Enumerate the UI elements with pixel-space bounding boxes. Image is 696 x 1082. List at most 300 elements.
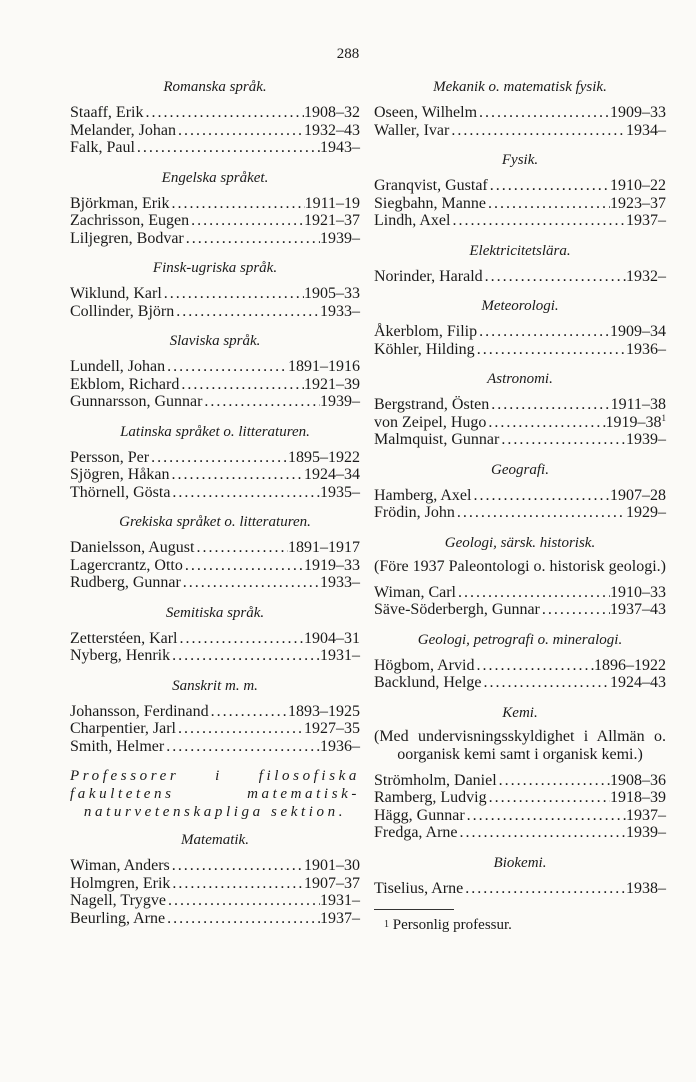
leader-dots	[488, 177, 610, 195]
entry-row	[70, 574, 360, 592]
entry-years-text: 1931–	[320, 647, 360, 664]
entry-years-text: 1919–38	[605, 413, 662, 431]
entry-row	[70, 557, 360, 575]
entry-years-text: 1937–	[626, 212, 666, 229]
entry-years-text: 1918–39	[610, 789, 666, 806]
section-heading: Latinska språket o. litteraturen.	[120, 423, 310, 440]
entry-row	[374, 414, 666, 432]
entry-years	[611, 396, 666, 414]
entry-years-text: 1936–	[320, 737, 360, 755]
entry-name: Säve-Söderbergh, Gunnar	[374, 601, 540, 618]
entry-years-text: 1933–	[320, 302, 360, 320]
entry-years	[626, 807, 666, 825]
entry-years	[320, 647, 360, 665]
entry-years-text: 1919–33	[304, 556, 360, 574]
footnote-rule	[374, 909, 454, 910]
entry-years	[626, 122, 666, 140]
section-heading: Geologi, petrografi o. mineralogi.	[417, 631, 623, 648]
entry-years	[610, 674, 666, 692]
entry-row	[70, 393, 360, 411]
entry-years	[626, 880, 666, 898]
leader-dots	[170, 484, 320, 502]
entry-years	[288, 449, 360, 467]
entry-years	[320, 574, 360, 592]
entry-years	[304, 212, 360, 230]
entry-name: Malmquist, Gunnar	[374, 431, 500, 448]
entry-years	[610, 584, 666, 602]
entry-name: Fredga, Arne	[374, 824, 458, 841]
section-heading: Semitiska språk.	[165, 604, 265, 621]
leader-dots	[135, 139, 320, 157]
entry-row	[374, 177, 666, 195]
entry-years-text: 1893–1925	[288, 702, 360, 720]
entry-years	[610, 195, 666, 213]
leader-dots	[189, 212, 304, 230]
section-heading: Sanskrit m. m.	[172, 677, 258, 694]
entry-years	[610, 487, 666, 505]
entry-list	[70, 104, 360, 157]
entry-row	[374, 341, 666, 359]
entry-years	[610, 323, 666, 341]
entry-name: Collinder, Björn	[70, 302, 175, 320]
section	[374, 242, 666, 286]
leader-dots	[449, 122, 626, 140]
entry-years-text: 1904–31	[304, 629, 360, 647]
entry-years	[594, 657, 666, 675]
leader-dots	[170, 195, 305, 213]
leader-dots	[455, 504, 626, 522]
entry-years-text: 1939–	[626, 824, 666, 841]
entry-row	[374, 268, 666, 286]
leader-dots	[463, 880, 626, 898]
entry-years-text: 1921–39	[304, 375, 360, 393]
entry-name: Oseen, Wilhelm	[374, 104, 478, 121]
entry-name: Ekblom, Richard	[70, 375, 180, 393]
entry-list	[374, 880, 666, 898]
leader-dots	[499, 431, 626, 449]
entry-years-text: 1907–37	[304, 874, 360, 892]
entry-name: Wiklund, Karl	[70, 285, 162, 302]
entry-list	[374, 772, 666, 842]
section	[70, 169, 360, 248]
entry-years	[610, 104, 666, 122]
entry-name: Hamberg, Axel	[374, 486, 472, 504]
entry-years-text: 1908–36	[610, 771, 666, 789]
leader-dots	[489, 396, 610, 414]
entry-name: Holmgren, Erik	[70, 874, 171, 892]
entry-years-text: 1909–33	[610, 104, 666, 121]
entry-years	[320, 393, 360, 411]
entry-years-text: 1936–	[626, 340, 666, 358]
section-note: (Före 1937 Paleontologi o. historisk geologi.)	[374, 557, 666, 575]
entry-years-text: 1924–34	[304, 466, 360, 483]
entry-row	[374, 657, 666, 675]
entry-years-text: 1931–	[320, 892, 360, 909]
entry-years-text: 1938–	[626, 879, 666, 897]
entry-row	[374, 504, 666, 522]
entry-name: Smith, Helmer	[70, 737, 165, 755]
leader-dots	[178, 630, 305, 648]
section	[374, 370, 666, 449]
entry-years	[626, 341, 666, 359]
leader-dots	[143, 104, 304, 122]
entry-name: Frödin, John	[374, 504, 455, 521]
entry-name: Nagell, Trygve	[70, 892, 166, 909]
entry-list	[374, 584, 666, 619]
entry-years-text: 1939–	[320, 229, 360, 247]
entry-name: Rudberg, Gunnar	[70, 574, 181, 591]
section-heading: Biokemi.	[493, 854, 547, 871]
section-heading: Astronomi.	[487, 371, 553, 387]
entry-row	[70, 857, 360, 875]
entry-years	[626, 212, 666, 230]
entry-list	[374, 268, 666, 286]
entry-list	[374, 657, 666, 692]
entry-years-text: 1937–43	[610, 601, 666, 618]
entry-years-text: 1911–19	[304, 194, 360, 212]
section	[374, 78, 666, 139]
leader-dots	[179, 376, 304, 394]
entry-years-text: 1933–	[320, 574, 360, 591]
leader-dots	[465, 807, 626, 825]
section	[374, 461, 666, 522]
entry-row	[374, 431, 666, 449]
leader-dots	[174, 303, 320, 321]
section	[374, 631, 666, 692]
entry-years-text: 1943–	[320, 139, 360, 156]
entry-years	[606, 414, 667, 432]
leader-dots	[176, 122, 304, 140]
entry-years-text: 1896–1922	[594, 656, 666, 674]
entry-list	[70, 358, 360, 411]
entry-years	[304, 630, 360, 648]
entry-name: Åkerblom, Filip	[374, 323, 478, 340]
entry-years	[320, 892, 360, 910]
entry-name: Nyberg, Henrik	[70, 647, 171, 664]
entry-years	[610, 772, 666, 790]
entry-years	[304, 720, 360, 738]
entry-name: Staaff, Erik	[70, 104, 144, 121]
section-matematik	[70, 831, 360, 927]
page-number: 288	[336, 46, 360, 62]
entry-row	[70, 738, 360, 756]
entry-years	[304, 557, 360, 575]
entry-list	[70, 703, 360, 756]
leader-dots	[166, 892, 320, 910]
entry-row	[374, 807, 666, 825]
leader-dots	[477, 323, 610, 341]
section-heading: Grekiska språket o. litteraturen.	[119, 514, 311, 530]
entry-row	[374, 824, 666, 842]
entry-years-text: 1939–	[626, 431, 666, 448]
entry-years-text: 1911–38	[610, 396, 666, 413]
entry-years-text: 1932–	[626, 267, 666, 285]
entry-list	[374, 177, 666, 230]
entry-name: Lundell, Johan	[70, 358, 166, 375]
entry-row	[70, 212, 360, 230]
entry-name: Bergstrand, Östen	[374, 396, 490, 413]
section-heading: Mekanik o. matematisk fysik.	[433, 79, 607, 95]
entry-years-text: 1929–	[626, 504, 666, 521]
entry-years-text: 1901–30	[304, 857, 360, 874]
leader-dots	[181, 574, 320, 592]
entry-years-text: 1934–	[626, 121, 666, 139]
entry-years	[304, 857, 360, 875]
entry-name: Strömholm, Daniel	[374, 771, 497, 789]
entry-row	[374, 772, 666, 790]
entry-name: Falk, Paul	[70, 139, 135, 156]
entry-name: Norinder, Harald	[374, 267, 483, 285]
entry-row	[70, 195, 360, 213]
entry-name: Beurling, Arne	[70, 909, 166, 927]
section-note: (Med undervisningsskyldighet i Allmän o. oorganisk kemi samt i organisk kemi.)	[374, 727, 666, 763]
entry-list	[70, 630, 360, 665]
leader-dots	[165, 358, 288, 376]
entry-name: Persson, Per	[70, 448, 150, 466]
section	[70, 332, 360, 411]
leader-dots	[170, 466, 304, 484]
entry-name: Köhler, Hilding	[374, 340, 475, 358]
entry-years	[305, 195, 360, 213]
section	[70, 677, 360, 756]
entry-years-text: 1935–	[320, 483, 360, 501]
entry-row	[70, 376, 360, 394]
entry-years-text: 1921–37	[304, 212, 360, 229]
section	[70, 604, 360, 665]
entry-years	[626, 268, 666, 286]
leader-dots	[170, 647, 320, 665]
entry-name: Tiselius, Arne	[374, 879, 464, 897]
left-sections	[70, 78, 360, 755]
entry-years-text: 1937–	[626, 806, 666, 824]
leader-dots	[486, 195, 610, 213]
entry-name: Högbom, Arvid	[374, 656, 475, 674]
entry-name: Lagercrantz, Otto	[70, 556, 183, 574]
entry-row	[374, 212, 666, 230]
entry-name: Sjögren, Håkan	[70, 466, 170, 483]
entry-row	[374, 584, 666, 602]
footnote	[374, 916, 666, 934]
entry-years	[304, 875, 360, 893]
entry-row	[374, 601, 666, 619]
footnote-text: Personlig professur.	[392, 917, 512, 933]
entry-name: Waller, Ivar	[374, 121, 450, 139]
entry-years	[320, 910, 360, 928]
entry-years	[320, 484, 360, 502]
entry-row	[70, 720, 360, 738]
leader-dots	[202, 393, 320, 411]
entry-years	[304, 104, 360, 122]
entry-name: Johansson, Ferdinand	[70, 702, 209, 720]
entry-row	[70, 484, 360, 502]
entry-row	[374, 880, 666, 898]
entry-name: Charpentier, Jarl	[70, 720, 176, 737]
entry-years-text: 1905–33	[304, 285, 360, 302]
entry-years	[626, 824, 666, 842]
entry-years	[610, 177, 666, 195]
leader-dots	[184, 230, 320, 248]
left-column	[70, 78, 360, 939]
entry-years	[626, 504, 666, 522]
section	[374, 854, 666, 898]
leader-dots	[482, 674, 610, 692]
leader-dots	[194, 539, 288, 557]
entry-name: Ramberg, Ludvig	[374, 789, 487, 806]
entry-row	[374, 104, 666, 122]
entry-row	[374, 122, 666, 140]
leader-dots	[456, 584, 610, 602]
section	[374, 534, 666, 619]
entry-name: Zetterstéen, Karl	[70, 629, 178, 647]
section-heading: Geologi, särsk. historisk.	[444, 534, 596, 551]
entry-name: Gunnarsson, Gunnar	[70, 393, 203, 410]
entry-years	[304, 122, 360, 140]
section-heading: Meteorologi.	[481, 298, 559, 314]
entry-row	[70, 104, 360, 122]
entry-years	[320, 139, 360, 157]
section	[374, 297, 666, 358]
footnote-mark: 1	[384, 919, 389, 930]
section	[70, 423, 360, 502]
leader-dots	[458, 824, 626, 842]
entry-years	[288, 358, 360, 376]
leader-dots	[450, 212, 626, 230]
entry-row	[374, 789, 666, 807]
section-heading: Fysik.	[501, 152, 539, 168]
entry-years-text: 1910–33	[610, 583, 666, 601]
entry-years-text: 1891–1916	[288, 358, 360, 375]
entry-row	[70, 139, 360, 157]
entry-name: Thörnell, Gösta	[70, 483, 171, 501]
entry-years	[626, 431, 666, 449]
entry-row	[70, 910, 360, 928]
entry-years	[304, 376, 360, 394]
entry-row	[70, 303, 360, 321]
entry-years	[288, 539, 360, 557]
entry-list	[374, 487, 666, 522]
entry-years-text: 1891–1917	[288, 539, 360, 556]
entry-row	[70, 230, 360, 248]
section-heading: Kemi.	[502, 704, 538, 721]
entry-row	[70, 358, 360, 376]
entry-name: Lindh, Axel	[374, 212, 451, 229]
entry-name: Siegbahn, Manne	[374, 194, 486, 212]
leader-dots	[209, 703, 288, 721]
entry-row	[374, 674, 666, 692]
section	[374, 151, 666, 230]
entry-row	[374, 323, 666, 341]
faculty-heading: Professorer i filosofiska fakultetens matematisk-naturvetenskapliga sektion.	[70, 768, 360, 820]
section-heading: Geografi.	[491, 461, 549, 478]
entry-years	[320, 738, 360, 756]
entry-row	[70, 466, 360, 484]
leader-dots	[162, 285, 304, 303]
section-heading: Romanska språk.	[163, 79, 267, 95]
leader-dots	[483, 268, 626, 286]
footnote-ref: 1	[661, 412, 666, 423]
entry-years	[610, 789, 666, 807]
entry-row	[70, 647, 360, 665]
entry-years	[610, 601, 666, 619]
entry-row	[70, 285, 360, 303]
leader-dots	[540, 601, 610, 619]
section-heading: Engelska språket.	[161, 169, 269, 186]
leader-dots	[477, 104, 610, 122]
entry-name: Hägg, Gunnar	[374, 806, 465, 824]
leader-dots	[497, 772, 610, 790]
section	[70, 259, 360, 320]
leader-dots	[165, 910, 320, 928]
section-heading: Matematik.	[181, 832, 249, 848]
entry-row	[70, 539, 360, 557]
leader-dots	[474, 657, 594, 675]
entry-years-text: 1923–37	[610, 194, 666, 212]
entry-years	[304, 466, 360, 484]
leader-dots	[475, 341, 626, 359]
section-heading: Elektricitetslära.	[469, 242, 571, 259]
leader-dots	[487, 789, 610, 807]
leader-dots	[149, 449, 288, 467]
entry-years-text: 1927–35	[304, 720, 360, 737]
right-column	[374, 78, 666, 934]
entry-list	[374, 396, 666, 449]
entry-name: von Zeipel, Hugo	[374, 413, 487, 431]
entry-list	[374, 104, 666, 139]
entry-name: Melander, Johan	[70, 121, 176, 139]
section	[70, 78, 360, 157]
section	[70, 513, 360, 592]
section	[374, 704, 666, 842]
entry-list	[70, 539, 360, 592]
entry-years-text: 1907–28	[610, 486, 666, 504]
entry-years	[320, 303, 360, 321]
entry-row	[70, 892, 360, 910]
leader-dots	[164, 738, 320, 756]
entry-years-text: 1924–43	[610, 674, 666, 691]
entry-years	[288, 703, 360, 721]
leader-dots	[170, 875, 304, 893]
entry-name: Zachrisson, Eugen	[70, 212, 190, 229]
entry-years-text: 1932–43	[304, 121, 360, 139]
entry-name: Wiman, Anders	[70, 857, 170, 874]
leader-dots	[170, 857, 304, 875]
entry-row	[70, 875, 360, 893]
entry-list	[70, 285, 360, 320]
entry-row	[374, 195, 666, 213]
leader-dots	[183, 557, 304, 575]
entry-years-text: 1908–32	[304, 104, 360, 121]
entry-name: Danielsson, August	[70, 539, 195, 556]
entry-row	[70, 449, 360, 467]
entry-years	[320, 230, 360, 248]
entry-years-text: 1895–1922	[288, 448, 360, 466]
entry-years-text: 1910–22	[610, 177, 666, 194]
leader-dots	[486, 414, 605, 432]
section-heading: Slaviska språk.	[169, 333, 261, 349]
entry-years	[304, 285, 360, 303]
entry-years-text: 1909–34	[610, 323, 666, 340]
entry-name: Wiman, Carl	[374, 583, 456, 601]
section-heading: Finsk-ugriska språk.	[152, 260, 278, 276]
leader-dots	[471, 487, 610, 505]
entry-row	[374, 487, 666, 505]
entry-list	[70, 449, 360, 502]
entry-years-text: 1939–	[320, 393, 360, 410]
entry-row	[70, 703, 360, 721]
entry-list	[70, 195, 360, 248]
entry-name: Granqvist, Gustaf	[374, 177, 488, 194]
entry-name: Backlund, Helge	[374, 674, 482, 691]
